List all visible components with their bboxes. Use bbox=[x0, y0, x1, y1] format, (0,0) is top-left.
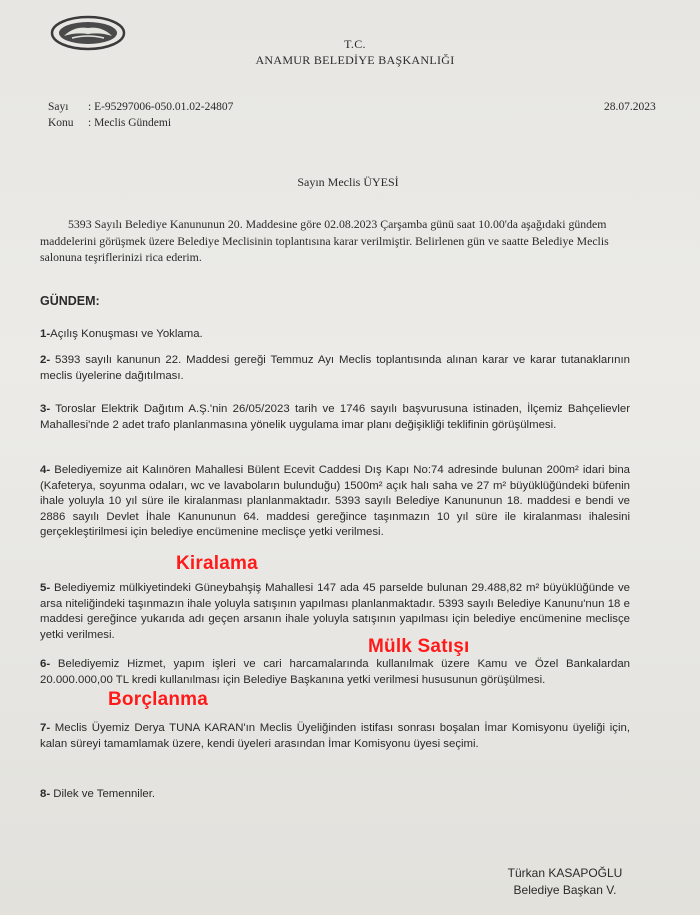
agenda-item bbox=[40, 657, 630, 688]
agenda-item-text: Dilek ve Temenniler. bbox=[50, 788, 156, 800]
agenda-item bbox=[40, 581, 630, 643]
municipality-seal-icon bbox=[50, 14, 126, 52]
agenda-item-number: 4- bbox=[40, 464, 51, 476]
agenda-item-number: 5- bbox=[40, 582, 51, 594]
sayi-label: Sayı bbox=[48, 101, 69, 113]
signature-block bbox=[480, 865, 650, 899]
institution-name: ANAMUR BELEDİYE BAŞKANLIĞI bbox=[255, 53, 455, 67]
signatory-title: Belediye Başkan V. bbox=[513, 883, 617, 897]
agenda-item bbox=[40, 721, 630, 752]
agenda-item-number: 3- bbox=[40, 403, 51, 415]
agenda-item-text: Açılış Konuşması ve Yoklama. bbox=[50, 328, 203, 340]
intro-paragraph: 5393 Sayılı Belediye Kanununun 20. Maddesine göre 02.08.2023 Çarşamba günü saat 10.00'da aşağıdaki gündem maddelerini görüşmek üzere Belediye Meclisinin toplantısına karar verilmiştir. Belirlenen gün ve saatte Belediye Meclis salonuna teşriflerinizi rica ederim. bbox=[40, 217, 609, 264]
agenda-item-text: Belediyemiz mülkiyetindeki Güneybahşiş Mahallesi 147 ada 45 parselde bulunan 29.488,82 m² büyüklüğünde ve arsa niteliğindeki taşınmazın ihale yoluyla satışının yapılması planlanmaktadır. 5393 sayılı Belediye Kanunu'nun 18 e maddesi gereğince yukarıda adı geçen arsanın ihale yoluyla satışının yapılması için belediye encümenine meclisçe yetki verilmesi. bbox=[40, 582, 630, 641]
agenda-title: GÜNDEM: bbox=[40, 294, 100, 308]
agenda-item bbox=[40, 353, 630, 384]
agenda-item-number: 2- bbox=[40, 354, 51, 366]
agenda-item-text: Belediyemiz Hizmet, yapım işleri ve cari harcamalarında kullanılmak üzere Kamu ve Özel Bankalardan 20.000.000,00 TL kredi kullanılması için Belediye Başkanına yetki verilmesi hususunun görüşülmesi. bbox=[40, 658, 630, 686]
agenda-item-number: 8- bbox=[40, 788, 51, 800]
header-tc: T.C. bbox=[344, 37, 366, 51]
document-date: 28.07.2023 bbox=[604, 101, 656, 113]
agenda-item-number: 7- bbox=[40, 722, 51, 734]
sayi-value: : E-95297006-050.01.02-24807 bbox=[88, 101, 234, 113]
agenda-item bbox=[40, 402, 630, 433]
annotation-kiralama: Kiralama bbox=[176, 553, 258, 574]
agenda-item-number: 1- bbox=[40, 328, 51, 340]
signatory-name: Türkan KASAPOĞLU bbox=[507, 866, 623, 880]
annotation-mulk-satisi: Mülk Satışı bbox=[368, 636, 470, 657]
konu-value: : Meclis Gündemi bbox=[88, 117, 172, 129]
agenda-item-text: Toroslar Elektrik Dağıtım A.Ş.'nin 26/05/2023 tarih ve 1746 sayılı başvurusuna istinaden, İlçemiz Bahçelievler Mahallesi'nde 2 adet trafo planlanmasına yönelik uygulama imar planı değişikliği teklifinin görüşülmesi. bbox=[40, 403, 630, 431]
agenda-item bbox=[40, 327, 630, 343]
agenda-item bbox=[40, 463, 630, 541]
salutation: Sayın Meclis ÜYESİ bbox=[297, 175, 399, 189]
agenda-item-text: 5393 sayılı kanunun 22. Maddesi gereği Temmuz Ayı Meclis toplantısında alınan karar ve karar tutanaklarının meclis üyelerine dağıtılması. bbox=[40, 354, 630, 382]
agenda-item-text: Meclis Üyemiz Derya TUNA KARAN'ın Meclis Üyeliğinden istifası sonrası boşalan İmar Komisyonu üyeliği için, kalan süreyi tamamlamak üzere, kendi üyeleri arasından İmar Komisyonu üyesi seçimi. bbox=[40, 722, 630, 750]
agenda-item bbox=[40, 787, 630, 803]
agenda-item-number: 6- bbox=[40, 658, 51, 670]
konu-label: Konu bbox=[48, 117, 74, 129]
annotation-borclanma: Borçlanma bbox=[108, 689, 209, 710]
agenda-item-text: Belediyemize ait Kalınören Mahallesi Bülent Ecevit Caddesi Dış Kapı No:74 adresinde bulunan 200m² idari bina (Kafeterya, soyunma odaları, wc ve lavaboların bulunduğu) 1500m² açık halı saha ve 27 m² büyüklüğündeki büfenin ihale yoluyla 10 yıl süre ile kiralanması planlanmaktadır. 5393 sayılı Belediye Kanununun 18. maddesi e bendi ve 2886 sayılı Devlet İhale Kanununun 64. maddesi gereğince taşınmazın 10 yıl süre ile kiralanması ihalesini gerçekleştirilmesi için belediye encümenine meclisçe yetki verilmesi. bbox=[40, 464, 630, 538]
